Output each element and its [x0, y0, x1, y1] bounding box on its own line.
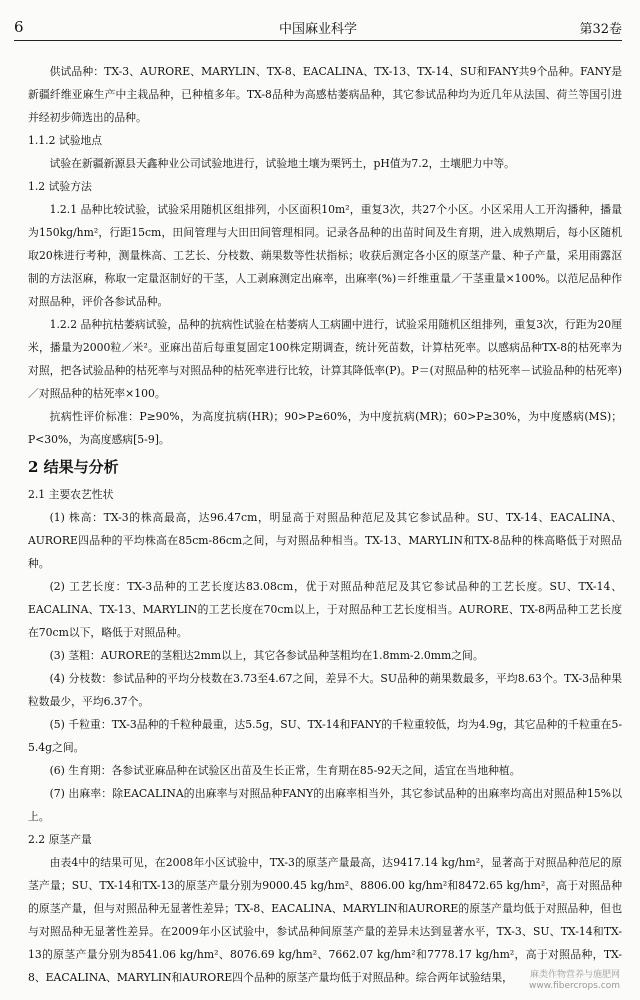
- section-heading: 2 结果与分析: [28, 458, 119, 476]
- body-paragraph: 1.2.2 品种抗枯萎病试验，品种的抗病性试验在枯萎病人工病圃中进行，试验采用随机区组排列，重复3次，行距为20厘米，播量为2000粒／米²。亚麻出苗后每重复固定100株定期调查，统计死苗数，计算枯死率。以感病品种TX-8的枯死率为对照，把各试验品种的枯死率与对照品种的枯死率进行比较，计算其降低率(P)。P＝(对照品种的枯死率－试验品种的枯死率)／对照品种的枯死率×100。: [28, 318, 622, 400]
- article-body: [28, 60, 622, 989]
- body-paragraph: (1) 株高：TX-3的株高最高，达96.47cm，明显高于对照品种范尼及其它参试品种。SU、TX-14、EACALINA、AURORE四品种的平均株高在85cm-86cm之间，与对照品种相当。TX-13、MARYLIN和TX-8品种的株高略低于对照品种。: [28, 511, 622, 570]
- watermark-url: www.fibercrops.com: [529, 981, 620, 991]
- body-paragraph: 1.2.1 品种比较试验，试验采用随机区组排列，小区面积10m²，重复3次，共27个小区。小区采用人工开沟播种，播量为150kg/hm²，行距15cm，田间管理与大田田间管理相同。记录各品种的出苗时间及生育期，进入成熟期后，每小区随机取20株进行考种，测量株高、工艺长、分枝数、蒴果数等性状指标；收获后测定各小区的原茎产量、种子产量，采用雨露沤制的方法沤麻，称取一定量沤制好的干茎，人工剥麻测定出麻率，出麻率(%)＝纤维重量／干茎重量×100%。以范尼品种作对照品种，评价各参试品种。: [28, 203, 622, 308]
- watermark: [529, 970, 620, 992]
- body-paragraph: (7) 出麻率：除EACALINA的出麻率与对照品种FANY的出麻率相当外，其它参试品种的出麻率均高出对照品种15%以上。: [28, 787, 622, 823]
- body-paragraph: (4) 分枝数：参试品种的平均分枝数在3.73至4.67之间，差异不大。SU品种的蒴果数最多，平均8.63个。TX-3品种果粒数最少，平均6.37个。: [28, 672, 622, 708]
- body-paragraph: 由表4中的结果可见，在2008年小区试验中，TX-3的原茎产量最高，达9417.14 kg/hm²，显著高于对照品种范尼的原茎产量；SU、TX-14和TX-13的原茎产量分别为9000.45 kg/hm²、8806.00 kg/hm²和8472.65 kg/hm²，高于对照品种的原茎产量，但与对照品种无显著性差异；TX-8、EACALINA、MARYLIN和AURORE的原茎产量均低于对照品种，但也与对照品种无显著性差异。在2009年小区试验中，参试品种间原茎产量的差异未达到显著水平，TX-3、SU、TX-14和TX-13的原茎产量分别为8541.06 kg/hm²、8076.69 kg/hm²、7662.07 kg/hm²和7778.17 kg/hm²，高于对照品种，TX-8、EACALINA、MARYLIN和AURORE四个品种的原茎产量均低于对照品种。综合两年试验结果，: [28, 856, 622, 984]
- body-paragraph: 试验在新疆新源县天鑫种业公司试验地进行，试验地土壤为栗钙土，pH值为7.2，土壤肥力中等。: [49, 157, 515, 170]
- body-paragraph: (6) 生育期：各参试亚麻品种在试验区出苗及生长正常，生育期在85-92天之间，适宜在当地种植。: [49, 764, 521, 777]
- body-paragraph: (5) 千粒重：TX-3品种的千粒种最重，达5.5g，SU、TX-14和FANY的千粒重较低，均为4.9g，其它品种的千粒重在5-5.4g之间。: [28, 718, 622, 754]
- body-paragraph: (2) 工艺长度：TX-3品种的工艺长度达83.08cm，优于对照品种范尼及其它参试品种的工艺长度。SU、TX-14、EACALINA、TX-13、MARYLIN的工艺长度在70cm以上，于对照品种工艺长度相当。AURORE、TX-8两品种工艺长度在70cm以下，略低于对照品种。: [28, 580, 622, 639]
- body-paragraph: 抗病性评价标准：P≥90%，为高度抗病(HR)；90>P≥60%，为中度抗病(MR)；60>P≥30%，为中度感病(MS)；P<30%，为高度感病[5-9]。: [28, 410, 622, 446]
- subsection-heading: 2.2 原茎产量: [28, 833, 92, 846]
- journal-title: 中国麻业科学: [278, 22, 357, 37]
- subsection-heading: 1.1.2 试验地点: [28, 134, 103, 147]
- subsection-heading: 2.1 主要农艺性状: [28, 488, 114, 501]
- subsection-heading: 1.2 试验方法: [28, 180, 92, 193]
- running-header: [14, 16, 622, 41]
- body-paragraph: 供试品种：TX-3、AURORE、MARYLIN、TX-8、EACALINA、TX-13、TX-14、SU和FANY共9个品种。FANY是新疆纤维亚麻生产中主栽品种，已种植多年。TX-8品种为高感枯萎病品种，其它参试品种均为近几年从法国、荷兰等国引进并经初步筛选出的品种。: [28, 65, 622, 124]
- body-paragraph: (3) 茎粗：AURORE的茎粗达2mm以上，其它各参试品种茎粗均在1.8mm-2.0mm之间。: [49, 649, 484, 662]
- volume-label: 第32卷: [579, 22, 622, 37]
- page-number: 6: [14, 18, 24, 36]
- watermark-site-name: 麻类作物营养与施肥网: [529, 970, 620, 980]
